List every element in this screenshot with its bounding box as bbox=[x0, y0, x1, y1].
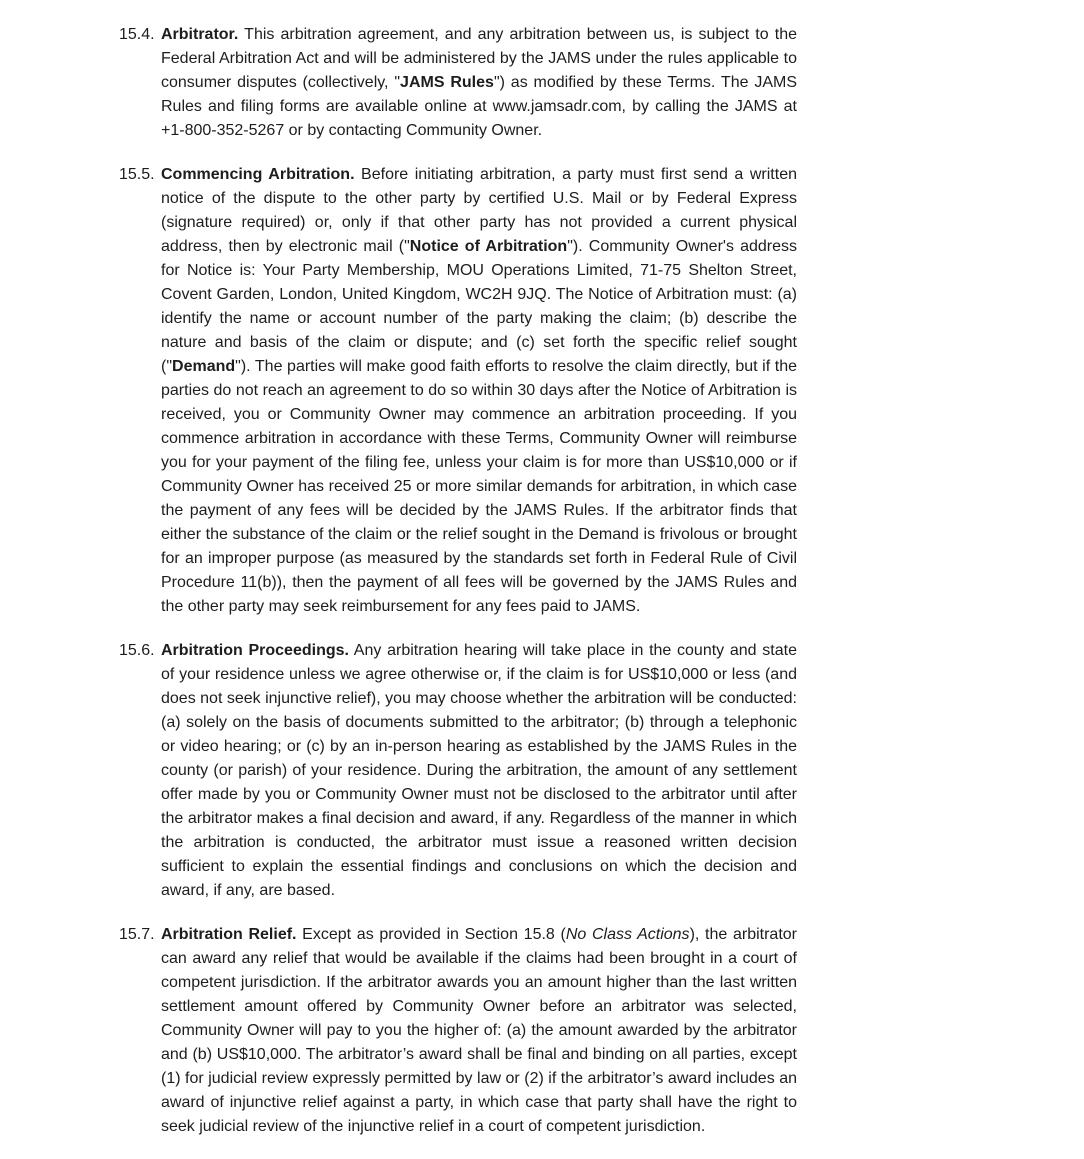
clause-heading: Arbitration Relief. bbox=[161, 926, 297, 943]
defined-term: Notice of Arbitration bbox=[409, 238, 568, 255]
clause-body bbox=[161, 639, 797, 903]
clause-body bbox=[161, 923, 797, 1139]
section-reference: No Class Actions bbox=[565, 926, 690, 943]
clause-text: ") as modified by these Terms. The JAMS Rules and filing forms are available online at www.jamsadr.com, by calling the JAMS at +1-800-352-5267 or by contacting Community Owner. bbox=[161, 74, 798, 139]
clause-body bbox=[161, 23, 797, 143]
clause-text: ), the arbitrator can award any relief that would be available if the claims had been brought in a court of competent jurisdiction. If the arbitrator awards you an amount higher than the last written settlement amount offered by Community Owner before an arbitrator was selected, Community Owner will pay to you the higher of: (a) the amount awarded by the arbitrator and (b) US$10,000. The arbitrator’s award shall be final and binding on all parties, except (1) for judicial review expressly permitted by law or (2) if the arbitrator’s award includes an award of injunctive relief against a party, in which case that party shall have the right to seek judicial review of the injunctive relief in a court of competent jurisdiction. bbox=[161, 926, 797, 1135]
clause-number: 15.7. bbox=[119, 926, 155, 943]
clause-15-4 bbox=[0, 23, 1084, 143]
clause-heading: Arbitrator. bbox=[161, 26, 239, 43]
clause-number: 15.6. bbox=[119, 642, 155, 659]
clause-text: Except as provided in Section 15.8 ( bbox=[296, 926, 566, 943]
clause-text: Before initiating arbitration, a party must first send a written notice of the dispute to the other party by certified U.S. Mail or by Federal Express (signature required) or, only if that other party has not provided a current physical address, then by electronic mail (" bbox=[161, 166, 797, 255]
clause-15-5 bbox=[0, 163, 1084, 619]
clause-15-6 bbox=[0, 639, 1084, 903]
clause-15-7 bbox=[0, 923, 1084, 1139]
terms-document bbox=[0, 23, 1084, 1159]
clause-text: This arbitration agreement, and any arbitration between us, is subject to the Federal Arbitration Act and will be administered by the JAMS under the rules applicable to consumer disputes (collectively, " bbox=[161, 26, 797, 91]
clause-number: 15.5. bbox=[119, 166, 155, 183]
clause-heading: Arbitration Proceedings. bbox=[161, 642, 349, 659]
clause-body bbox=[161, 163, 797, 619]
clause-text: "). The parties will make good faith efforts to resolve the claim directly, but if the parties do not reach an agreement to do so within 30 days after the Notice of Arbitration is received, you or Community Owner may commence an arbitration proceeding. If you commence arbitration in accordance with these Terms, Community Owner will reimburse you for your payment of the filing fee, unless your claim is for more than US$10,000 or if Community Owner has received 25 or more similar demands for arbitration, in which case the payment of any fees will be decided by the JAMS Rules. If the arbitrator finds that either the substance of the claim or the relief sought in the Demand is frivolous or brought for an improper purpose (as measured by the standards set forth in Federal Rule of Civil Procedure 11(b)), then the payment of all fees will be governed by the JAMS Rules and the other party may seek reimbursement for any fees paid to JAMS. bbox=[161, 358, 797, 615]
clause-number: 15.4. bbox=[119, 26, 155, 43]
clause-heading: Commencing Arbitration. bbox=[161, 166, 355, 183]
clause-text: Any arbitration hearing will take place in the county and state of your residence unless we agree otherwise or, if the claim is for US$10,000 or less (and does not seek injunctive relief), you may choose whether the arbitration will be conducted: (a) solely on the basis of documents submitted to the arbitrator; (b) through a telephonic or video hearing; or (c) by an in-person hearing as established by the JAMS Rules in the county (or parish) of your residence. During the arbitration, the amount of any settlement offer made by you or Community Owner must not be disclosed to the arbitrator until after the arbitrator makes a final decision and award, if any. Regardless of the manner in which the arbitration is conducted, the arbitrator must issue a reasoned written decision sufficient to explain the essential findings and conclusions on which the decision and award, if any, are based. bbox=[161, 642, 797, 899]
defined-term: JAMS Rules bbox=[400, 74, 494, 91]
defined-term: Demand bbox=[172, 358, 236, 375]
clause-text: "). Community Owner's address for Notice is: Your Party Membership, MOU Operations Limited, 71-75 Shelton Street, Covent Garden, London, United Kingdom, WC2H 9JQ. The Notice of Arbitration must: (a) identify the name or account number of the party making the claim; (b) describe the nature and basis of the claim or dispute; and (c) set forth the specific relief sought (" bbox=[161, 238, 798, 375]
